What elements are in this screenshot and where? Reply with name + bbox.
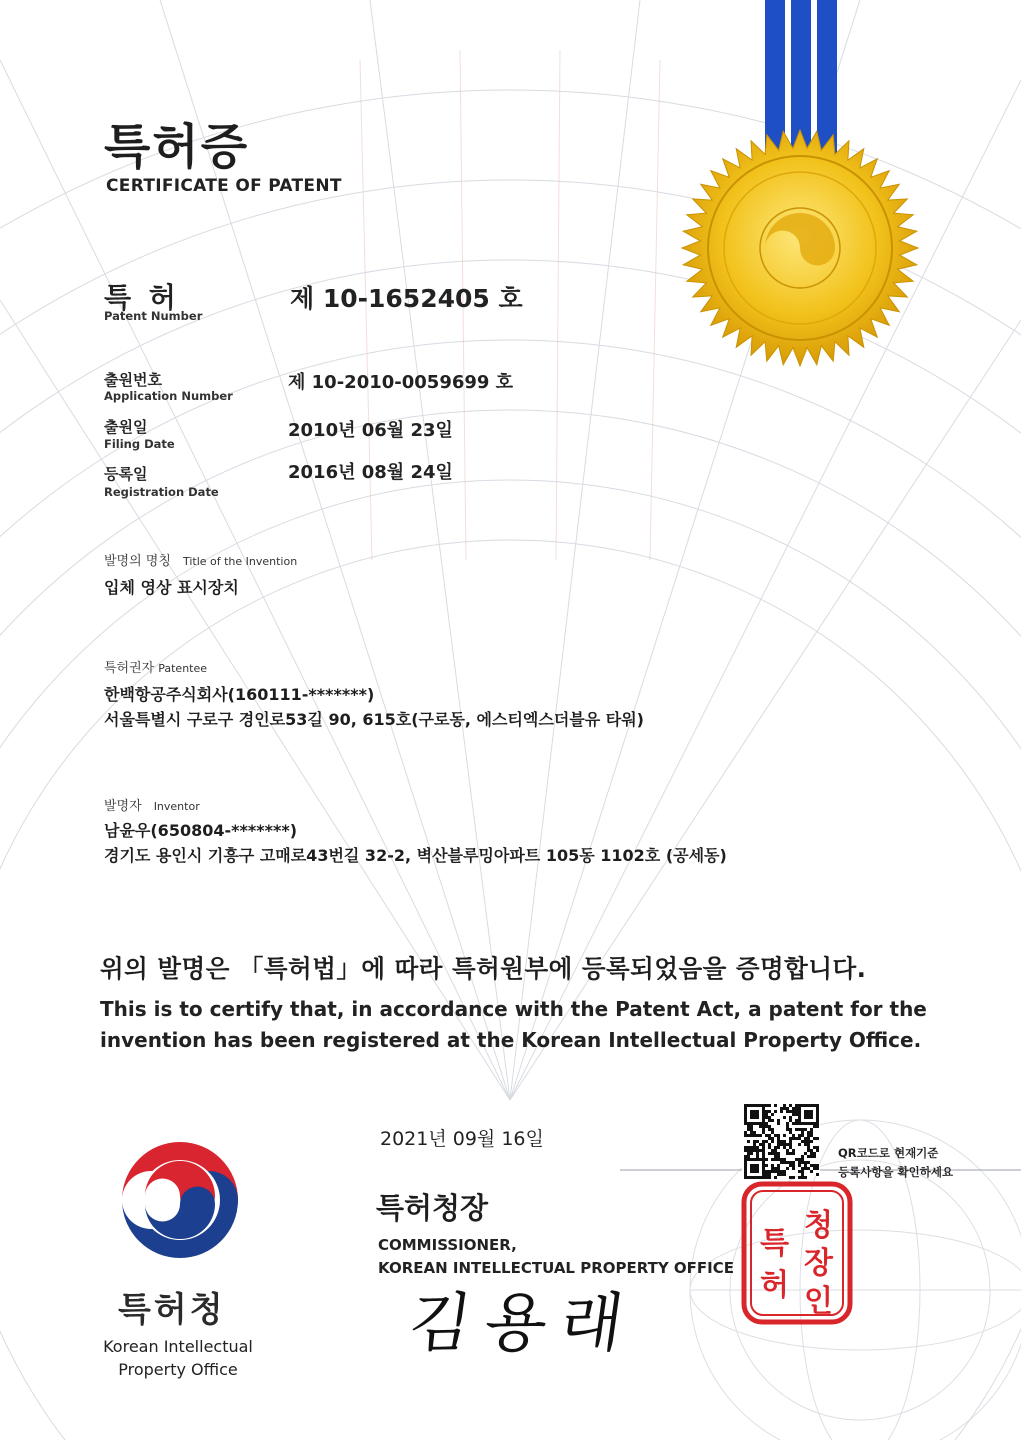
commissioner-signature: 김용래 [403,1287,642,1361]
patentee-label [104,657,207,676]
stamp-char-4: 특 [760,1226,789,1261]
patentee-name: 한백항공주식회사(160111-*******) [104,685,375,704]
invention-label-ko: 발명의 명칭 [104,554,171,569]
inventor-label-ko: 발명자 [104,799,142,814]
inventor-label [104,795,200,814]
qr-caption-line1: QR코드로 현재기준 [838,1146,939,1160]
office-name-ko: 특허청 [118,1290,226,1330]
application-number-value: 제 10-2010-0059699 호 [288,372,514,393]
patent-number-value: 제 10-1652405 호 [290,284,523,313]
qr-caption-line2: 등록사항을 확인하세요 [838,1165,954,1179]
stamp-char-2: 장 [804,1246,833,1281]
application-number-label-en: Application Number [104,389,233,403]
filing-date-label-en: Filing Date [104,437,175,451]
filing-date-label: 출원일 [104,418,148,436]
commissioner-en-line2: KOREAN INTELLECTUAL PROPERTY OFFICE [378,1259,735,1277]
official-stamp [738,1178,856,1328]
invention-title: 입체 영상 표시장치 [104,578,239,597]
patentee-label-ko: 특허권자 [104,661,155,676]
certificate-title-en: CERTIFICATE OF PATENT [106,176,342,196]
stamp-char-3: 인 [804,1284,833,1319]
patent-number-label-en: Patent Number [104,309,203,323]
inventor-name: 남윤우(650804-*******) [104,821,298,840]
qr-code[interactable] [742,1102,820,1179]
certification-text-ko: 위의 발명은 「특허법」에 따라 특허원부에 등록되었음을 증명합니다. [100,954,867,983]
patentee-address: 서울특별시 구로구 경인로53길 90, 615호(구로동, 에스티엑스더블유 타워) [104,710,644,729]
application-number-label: 출원번호 [104,371,162,389]
office-name-en-line1: Korean Intellectual [103,1337,253,1356]
issue-date: 2021년 09월 16일 [380,1128,544,1150]
invention-label [104,550,297,569]
registration-date-value: 2016년 08월 24일 [288,462,453,483]
office-name-en [88,1335,268,1381]
gold-seal [682,130,918,366]
patentee-label-en: Patentee [158,662,208,675]
patent-number-label: 특 허 [104,281,180,314]
certification-text-en [100,994,927,1056]
registration-date-label-en: Registration Date [104,485,219,499]
office-name-en-line2: Property Office [118,1360,238,1379]
inventor-address: 경기도 용인시 기흥구 고매로43번길 32-2, 벽산블루밍아파트 105동 1102호 (공세동) [104,846,727,865]
kipo-logo [118,1138,242,1262]
certification-en-line1: This is to certify that, in accordance with the Patent Act, a patent for the [100,997,927,1021]
commissioner-title: 특허청장 [376,1191,489,1225]
commissioner-en-line1: COMMISSIONER, [378,1236,517,1254]
registration-date-label: 등록일 [104,465,148,483]
certificate-title: 특허증 [104,119,250,175]
stamp-char-1: 청 [804,1208,833,1243]
qr-caption [838,1144,953,1182]
filing-date-value: 2010년 06월 23일 [288,420,453,441]
stamp-char-5: 허 [760,1268,789,1303]
inventor-label-en: Inventor [153,800,200,813]
certification-en-line2: invention has been registered at the Korean Intellectual Property Office. [100,1028,922,1052]
invention-label-en: Title of the Invention [182,555,298,568]
